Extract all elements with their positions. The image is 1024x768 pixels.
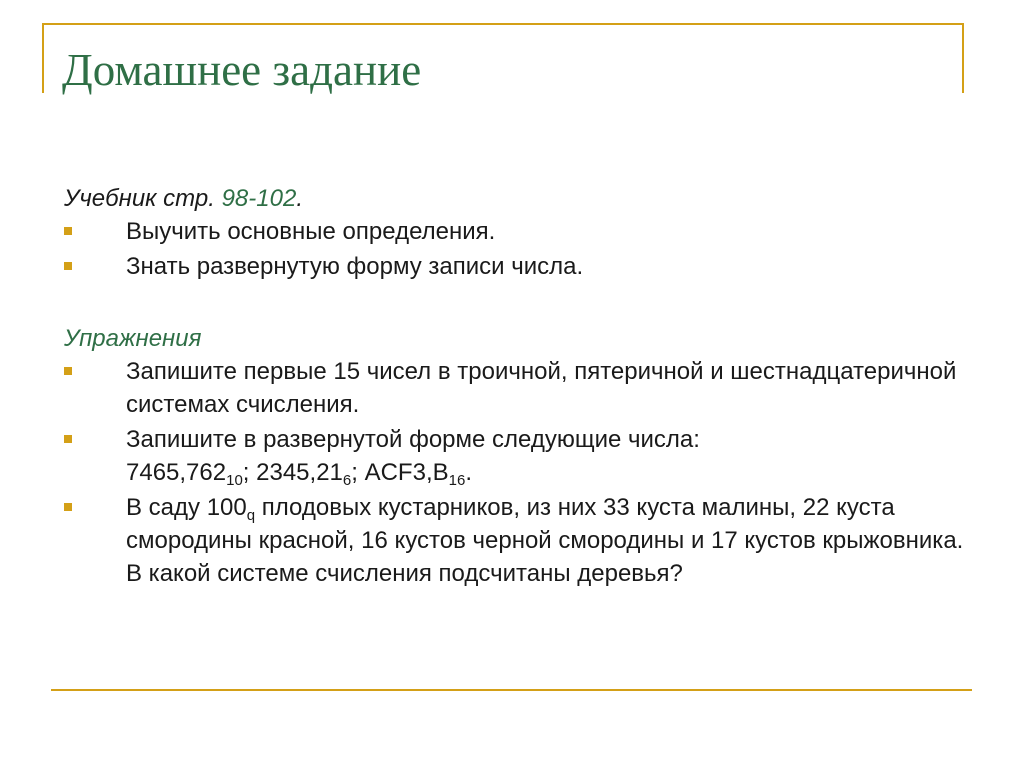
exercises-list: [64, 355, 964, 590]
number-1-base: 10: [226, 472, 243, 489]
frame-top-line: [42, 23, 964, 25]
square-bullet-icon: [64, 227, 72, 235]
slide-title: Домашнее задание: [62, 45, 422, 95]
textbook-heading: [64, 182, 964, 215]
list-item-text: Выучить основные определения.: [126, 218, 496, 245]
list-item: [64, 355, 964, 421]
frame-left-line: [42, 23, 44, 93]
exercise-3-post: плодовых кустарников, из них 33 куста малины, 22 куста смородины красной, 16 кустов черной смородины и 17 кустов крыжовника. В какой системе счисления подсчитаны деревья?: [126, 494, 964, 587]
square-bullet-icon: [64, 503, 72, 511]
separator-1: ;: [242, 459, 257, 486]
list-item: [64, 215, 964, 248]
exercise-1-text: Запишите первые 15 чисел в троичной, пятеричной и шестнадцатеричной системах счисления.: [126, 358, 957, 418]
slide-body: [64, 182, 964, 592]
exercises-heading: Упражнения: [64, 325, 202, 352]
number-3: ACF3,B: [364, 459, 449, 486]
square-bullet-icon: [64, 367, 72, 375]
square-bullet-icon: [64, 262, 72, 270]
textbook-prefix: Учебник стр.: [64, 185, 222, 212]
textbook-pages: 98-102: [221, 185, 297, 212]
bottom-divider: [51, 689, 972, 691]
list-item: [64, 491, 964, 590]
exercise-3-pre: В саду 100: [126, 494, 247, 521]
exercise-2-end: .: [465, 459, 472, 486]
textbook-list: [64, 215, 964, 283]
number-2-base: 6: [342, 472, 352, 489]
list-item: [64, 250, 964, 283]
exercise-2-text: Запишите в развернутой форме следующие числа:: [126, 426, 700, 453]
list-item: [64, 423, 964, 489]
frame-right-line: [962, 23, 964, 93]
textbook-suffix: .: [296, 185, 303, 212]
square-bullet-icon: [64, 435, 72, 443]
number-1: 7465,762: [126, 459, 227, 486]
list-item-text: Знать развернутую форму записи числа.: [126, 253, 584, 280]
number-2: 2345,21: [256, 459, 343, 486]
exercise-3-base: q: [246, 507, 256, 524]
number-3-base: 16: [448, 472, 466, 489]
separator-2: ;: [351, 459, 365, 486]
